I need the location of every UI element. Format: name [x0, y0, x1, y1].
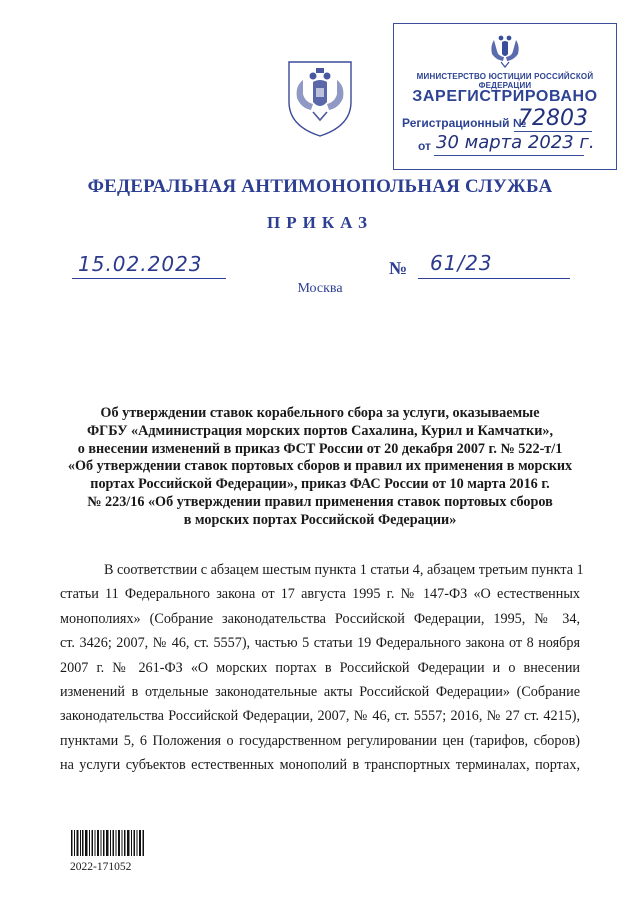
title-line: № 223/16 «Об утверждении правил применения ставок портовых сборов: [87, 493, 553, 510]
stamp-ministry: МИНИСТЕРСТВО ЮСТИЦИИ РОССИЙСКОЙ ФЕДЕРАЦИИ: [416, 72, 594, 90]
body-line: изменений в отдельные законодательные акты Российской Федерации» (Собрание: [60, 684, 580, 701]
stamp-reg-label: Регистрационный №: [402, 116, 527, 130]
title-line: «Об утверждении ставок портовых сборов и правил их применения в морских: [67, 458, 573, 475]
body-line: законодательства Российской Федерации, 2007, № 46, ст. 5557; 2016, № 27 ст. 4215),: [60, 708, 580, 725]
order-date-line: [72, 278, 226, 279]
title-line: портах Российской Федерации», приказ ФАС России от 10 марта 2016 г.: [90, 476, 550, 493]
title-line: о внесении изменений в приказ ФСТ России от 20 декабря 2007 г. № 522-т/1: [77, 440, 563, 457]
body-line: ст. 3426; 2007, № 46, ст. 5557), частью 5 статьи 19 Федерального закона от 8 ноября: [60, 635, 580, 652]
stamp-date-label: от: [418, 139, 431, 153]
order-number: 61/23: [430, 251, 493, 275]
stamp-emblem-icon: [486, 30, 524, 70]
order-number-line: [418, 278, 570, 279]
title-line: Об утверждении ставок корабельного сбора за услуги, оказываемые: [100, 405, 540, 421]
body-paragraph: [60, 558, 584, 778]
city: Москва: [297, 281, 343, 296]
order-title: ПРИКАЗ: [267, 213, 373, 232]
body-line: В соответствии с абзацем шестым пункта 1 статьи 4, абзацем третьим пункта 1: [104, 562, 584, 578]
coat-of-arms-icon: [283, 58, 357, 138]
agency-name: ФЕДЕРАЛЬНАЯ АНТИМОНОПОЛЬНАЯ СЛУЖБА: [87, 176, 553, 197]
stamp-registered: ЗАРЕГИСТРИРОВАНО: [412, 88, 598, 105]
registration-stamp: [393, 23, 617, 170]
barcode-icon: [71, 830, 145, 856]
stamp-reg-number: 72803: [518, 106, 588, 131]
body-line: пунктами 5, 6 Положения о государственном регулировании цен (тарифов, сборов): [60, 732, 580, 749]
document-title: [60, 405, 580, 530]
title-line: в морских портах Российской Федерации»: [183, 511, 457, 528]
order-date: 15.02.2023: [78, 252, 203, 276]
body-line: на услуги субъектов естественных монополий в транспортных терминалах, портах,: [60, 757, 580, 774]
body-line: монополиях» (Собрание законодательства Российской Федерации, 1995, № 34,: [60, 610, 580, 627]
stamp-date-value: 30 марта 2023 г.: [436, 132, 595, 153]
order-number-label: №: [389, 258, 408, 278]
body-line: статьи 11 Федерального закона от 17 августа 1995 г. № 147-ФЗ «О естественных: [60, 586, 580, 603]
title-line: ФГБУ «Администрация морских портов Сахалина, Курил и Камчатки»,: [86, 422, 554, 439]
body-line: 2007 г. № 261-ФЗ «О морских портах в Российской Федерации и о внесении: [60, 659, 580, 676]
stamp-date-line: [434, 155, 584, 156]
document-code: 2022-171052: [70, 861, 132, 873]
